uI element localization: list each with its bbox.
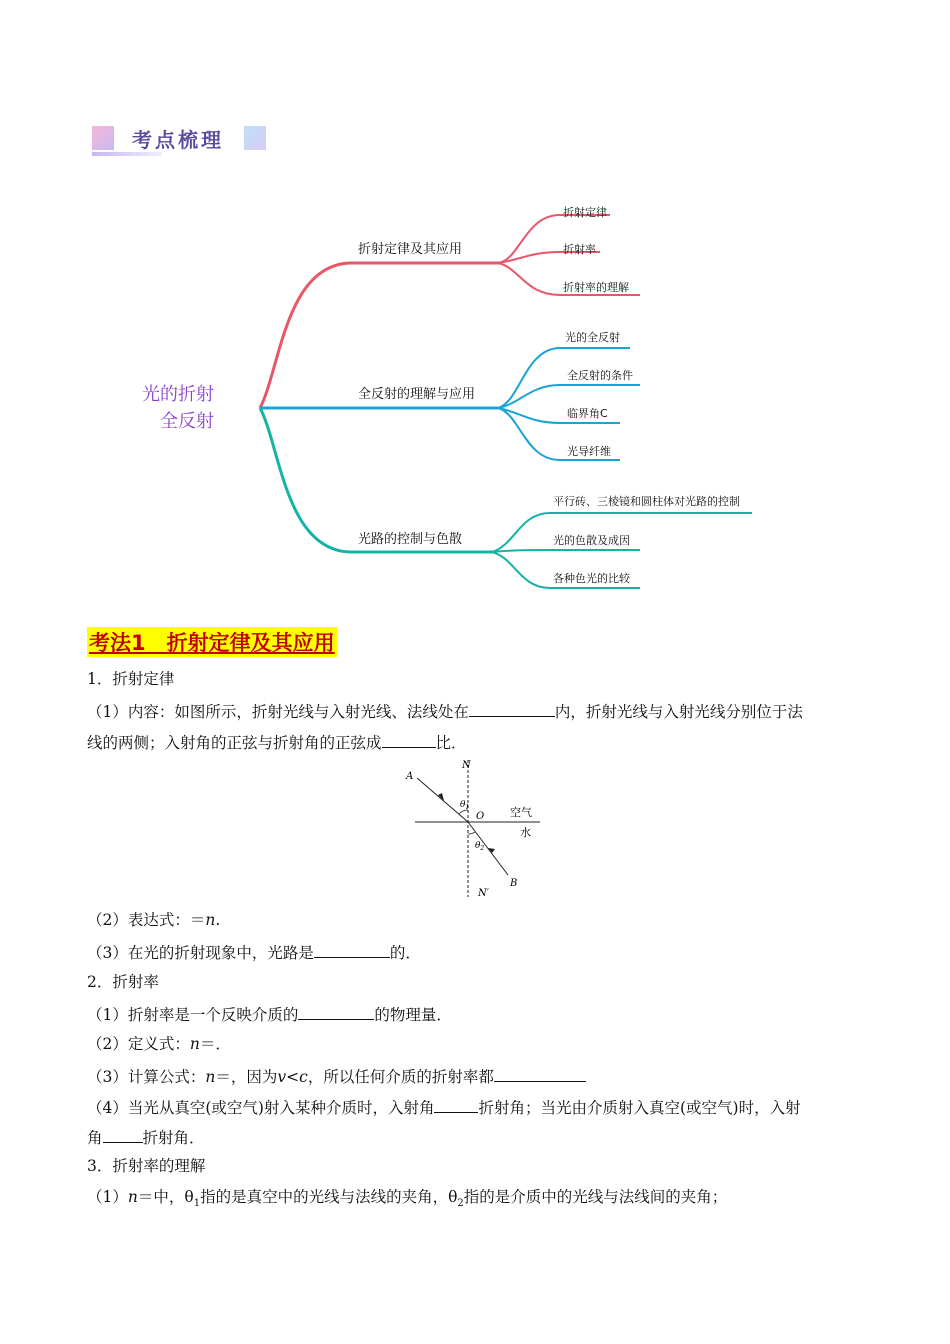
section-title: 考法1 折射定律及其应用 <box>87 627 337 657</box>
text-segment: 指的是介质中的光线与法线间的夹角； <box>463 1188 728 1206</box>
paragraph-2-title-text: 2．折射率 <box>87 973 159 991</box>
label-A: A <box>406 771 414 782</box>
paragraph-3-1 <box>87 1187 727 1214</box>
fill-blank[interactable] <box>103 1126 143 1143</box>
angle-arc-2 <box>468 832 475 834</box>
leaf-label-3-2: 光的色散及成因 <box>553 534 630 547</box>
leaf-label-3-3: 各种色光的比较 <box>553 572 630 585</box>
leaf-connector-2-2 <box>498 385 640 408</box>
text-segment: 角 <box>87 1129 103 1147</box>
leaf-label-2-1: 光的全反射 <box>565 331 620 344</box>
label-theta2: $\theta_2$ <box>475 841 485 852</box>
subscript: 1 <box>193 1198 201 1210</box>
text-segment: （2）表达式：＝ <box>87 911 206 929</box>
variable-n: n <box>205 1068 216 1086</box>
fill-blank[interactable] <box>434 1096 478 1113</box>
variable-n: n <box>189 1035 200 1053</box>
text-segment: 的物理量． <box>374 1006 452 1024</box>
leaf-label-2-3: 临界角C <box>567 407 608 420</box>
text-segment: （1）内容：如图所示，折射光线与入射光线、法线处在 <box>87 703 469 721</box>
paragraph-1-1-line2 <box>87 731 467 753</box>
text-segment: ，所以任何介质的折射率都 <box>307 1068 494 1086</box>
paragraph-3-title-text: 3．折射率的理解 <box>87 1157 206 1175</box>
leaf-label-3-1: 平行砖、三棱镜和圆柱体对光路的控制 <box>553 495 740 508</box>
label-N: N <box>462 760 471 771</box>
heading-decoration-right <box>244 126 266 150</box>
label-water: 水 <box>520 826 531 839</box>
heading-decoration-left <box>92 126 114 150</box>
mindmap-root-line2: 全反射 <box>160 411 214 432</box>
leaf-label-1-1: 折射定律 <box>563 206 607 219</box>
paragraph-1-title <box>87 669 174 689</box>
branch-label-1: 折射定律及其应用 <box>358 242 463 257</box>
leaf-label-1-2: 折射率 <box>563 243 596 256</box>
text-segment: （3）在光的折射现象中，光路是 <box>87 944 314 962</box>
leaf-label-1-3: 折射率的理解 <box>563 281 629 294</box>
text-segment: ＝中，θ <box>137 1188 194 1206</box>
paragraph-3-title <box>87 1156 205 1176</box>
paragraph-1-2 <box>87 910 220 930</box>
fill-blank[interactable] <box>298 1003 374 1020</box>
refraction-diagram <box>400 755 550 905</box>
text-segment: 折射角；当光由介质射入真空(或空气)时，入射 <box>478 1099 801 1117</box>
fill-blank[interactable] <box>382 731 436 748</box>
mindmap-root-line1: 光的折射 <box>142 384 214 405</box>
label-O: O <box>476 811 485 822</box>
variable-v: v <box>277 1068 287 1086</box>
leaf-label-2-4: 光导纤维 <box>567 445 611 458</box>
paragraph-1-title-text: 1．折射定律 <box>87 670 175 688</box>
paragraph-2-4-line1 <box>87 1096 801 1118</box>
mind-map <box>120 190 780 600</box>
text-segment: （3）计算公式： <box>87 1068 206 1086</box>
fill-blank[interactable] <box>469 700 555 717</box>
subscript: 2 <box>457 1198 464 1210</box>
text-segment: （1）折射率是一个反映介质的 <box>87 1006 299 1024</box>
text-segment: ＝． <box>199 1035 231 1053</box>
fill-blank[interactable] <box>494 1065 586 1082</box>
text-segment: 指的是真空中的光线与法线的夹角，θ <box>200 1188 458 1206</box>
branch-label-3: 光路的控制与色散 <box>358 532 463 547</box>
label-theta1: $\theta_1$ <box>460 800 470 811</box>
paragraph-2-4-line2 <box>87 1126 205 1148</box>
text-segment: （1） <box>87 1188 128 1206</box>
paragraph-1-3 <box>87 941 421 963</box>
paragraph-2-2 <box>87 1034 231 1054</box>
branch-label-2: 全反射的理解与应用 <box>358 387 476 402</box>
text-segment: （2）定义式： <box>87 1035 190 1053</box>
section-heading-banner <box>92 122 272 158</box>
branch-connector-3 <box>260 408 495 552</box>
variable-n: n <box>205 911 216 929</box>
leaf-label-2-2: 全反射的条件 <box>567 369 633 382</box>
text-segment: ＝，因为 <box>215 1068 278 1086</box>
variable-n: n <box>127 1188 138 1206</box>
label-N-prime: N′ <box>478 888 490 899</box>
paragraph-1-1-line1 <box>87 700 803 722</box>
label-air: 空气 <box>510 806 532 819</box>
text-segment: 线的两侧；入射角的正弦与折射角的正弦成 <box>87 734 382 752</box>
fill-blank[interactable] <box>314 941 390 958</box>
text-segment: . <box>215 911 221 929</box>
paragraph-2-title <box>87 972 159 992</box>
text-segment: 比． <box>435 734 467 752</box>
text-segment: 折射角． <box>142 1129 205 1147</box>
text-segment: < <box>286 1068 300 1086</box>
paragraph-2-1 <box>87 1003 452 1025</box>
refracted-ray <box>468 822 508 875</box>
text-segment: （4）当光从真空(或空气)射入某种介质时，入射角 <box>87 1099 435 1117</box>
text-segment: 的． <box>389 944 421 962</box>
label-B: B <box>510 878 518 889</box>
heading-title: 考点梳理 <box>132 128 224 152</box>
variable-c: c <box>299 1068 308 1086</box>
leaf-connector-3-2 <box>492 550 640 552</box>
paragraph-2-3 <box>87 1065 586 1087</box>
heading-underline <box>92 152 162 156</box>
text-segment: 内，折射光线与入射光线分别位于法 <box>554 703 803 721</box>
